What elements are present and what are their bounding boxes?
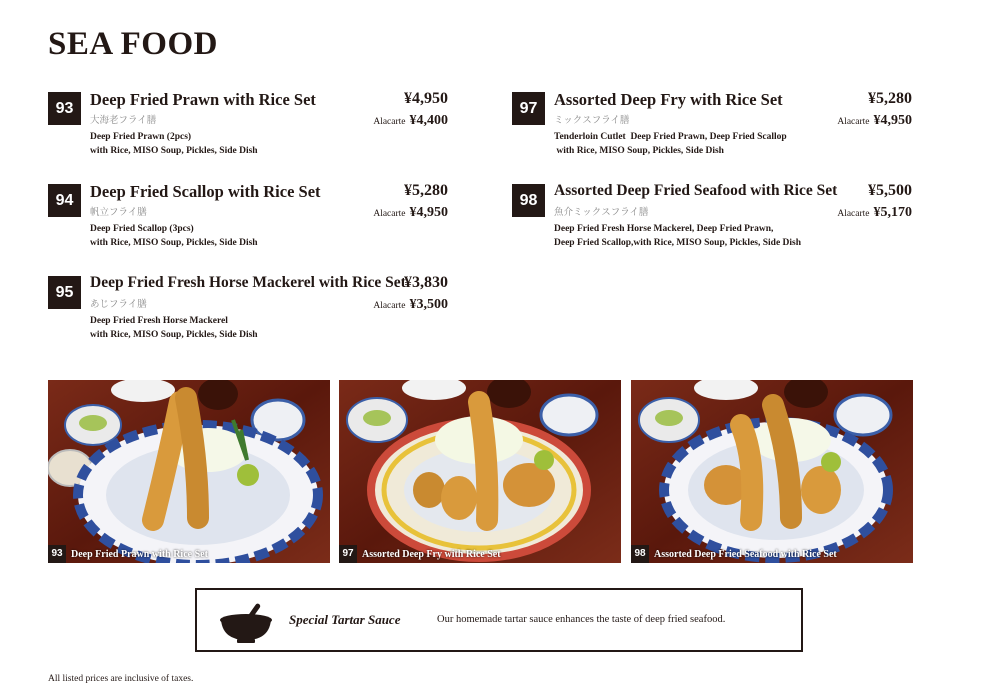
bowl-icon <box>219 600 273 649</box>
photo-caption <box>339 545 621 563</box>
alacarte-price: ¥4,400 <box>409 113 448 128</box>
tax-footnote: All listed prices are inclusive of taxes. <box>48 674 194 684</box>
alacarte-price: ¥5,170 <box>873 205 912 220</box>
caption-text: Assorted Deep Fry with Rice Set <box>362 548 501 560</box>
item-price: ¥5,280 <box>404 182 448 199</box>
caption-text: Deep Fried Prawn with Rice Set <box>71 548 208 560</box>
item-number-badge: 94 <box>48 184 81 217</box>
alacarte-price: ¥3,500 <box>409 297 448 312</box>
alacarte-price-row <box>373 111 448 129</box>
menu-item-95 <box>48 274 448 346</box>
seafood-set-illustration <box>631 380 913 563</box>
alacarte-label: Alacarte <box>373 301 406 311</box>
food-photo-98 <box>631 380 913 563</box>
menu-item-98 <box>512 182 912 254</box>
tartar-title: Special Tartar Sauce <box>289 612 401 627</box>
tartar-sauce-box <box>195 588 803 652</box>
item-name: Deep Fried Scallop with Rice Set <box>90 182 321 201</box>
alacarte-label: Alacarte <box>373 117 406 127</box>
item-price: ¥3,830 <box>404 274 448 291</box>
item-japanese-name: 帆立フライ膳 <box>90 207 147 218</box>
alacarte-label: Alacarte <box>837 209 870 219</box>
assorted-fry-illustration <box>339 380 621 563</box>
item-number-badge: 93 <box>48 92 81 125</box>
item-price: ¥5,500 <box>868 182 912 199</box>
caption-text: Assorted Deep Fried Seafood with Rice Set <box>654 548 837 560</box>
alacarte-price-row <box>373 203 448 221</box>
item-name: Assorted Deep Fry with Rice Set <box>554 90 783 109</box>
item-description: Tenderloin Cutlet Deep Fried Prawn, Deep Fried Scallop with Rice, MISO Soup, Pickles, Side Dish <box>554 132 787 156</box>
alacarte-label: Alacarte <box>373 209 406 219</box>
item-price: ¥4,950 <box>404 90 448 107</box>
item-price: ¥5,280 <box>868 90 912 107</box>
caption-number: 98 <box>631 545 649 563</box>
alacarte-price-row <box>373 295 448 313</box>
food-photo-97 <box>339 380 621 563</box>
alacarte-price-row <box>837 111 912 129</box>
item-japanese-name: あじフライ膳 <box>90 299 147 310</box>
alacarte-price: ¥4,950 <box>873 113 912 128</box>
alacarte-price: ¥4,950 <box>409 205 448 220</box>
alacarte-price-row <box>837 203 912 221</box>
caption-number: 93 <box>48 545 66 563</box>
page-title: SEA FOOD <box>48 26 218 62</box>
photo-caption <box>631 545 913 563</box>
item-japanese-name: 魚介ミックスフライ膳 <box>554 207 649 218</box>
menu-item-93 <box>48 90 448 162</box>
menu-item-97 <box>512 90 912 162</box>
item-description: Deep Fried Scallop (3pcs) with Rice, MISO Soup, Pickles, Side Dish <box>90 224 258 248</box>
food-photo-93 <box>48 380 330 563</box>
item-description: Deep Fried Fresh Horse Mackerel with Rice, MISO Soup, Pickles, Side Dish <box>90 316 258 340</box>
tartar-description: Our homemade tartar sauce enhances the taste of deep fried seafood. <box>437 614 726 625</box>
menu-item-94 <box>48 182 448 254</box>
item-japanese-name: ミックスフライ膳 <box>554 115 630 126</box>
item-name: Deep Fried Prawn with Rice Set <box>90 90 316 109</box>
alacarte-label: Alacarte <box>837 117 870 127</box>
item-japanese-name: 大海老フライ膳 <box>90 115 157 126</box>
item-number-badge: 95 <box>48 276 81 309</box>
item-number-badge: 98 <box>512 184 545 217</box>
item-description: Deep Fried Prawn (2pcs) with Rice, MISO Soup, Pickles, Side Dish <box>90 132 258 156</box>
prawn-set-illustration <box>48 380 330 563</box>
item-description: Deep Fried Fresh Horse Mackerel, Deep Fried Prawn, Deep Fried Scallop,with Rice, MISO Soup, Pickles, Side Dish <box>554 224 802 248</box>
item-name: Deep Fried Fresh Horse Mackerel with Rice Set <box>90 274 406 291</box>
item-name: Assorted Deep Fried Seafood with Rice Set <box>554 182 838 199</box>
caption-number: 97 <box>339 545 357 563</box>
photo-caption <box>48 545 330 563</box>
item-number-badge: 97 <box>512 92 545 125</box>
